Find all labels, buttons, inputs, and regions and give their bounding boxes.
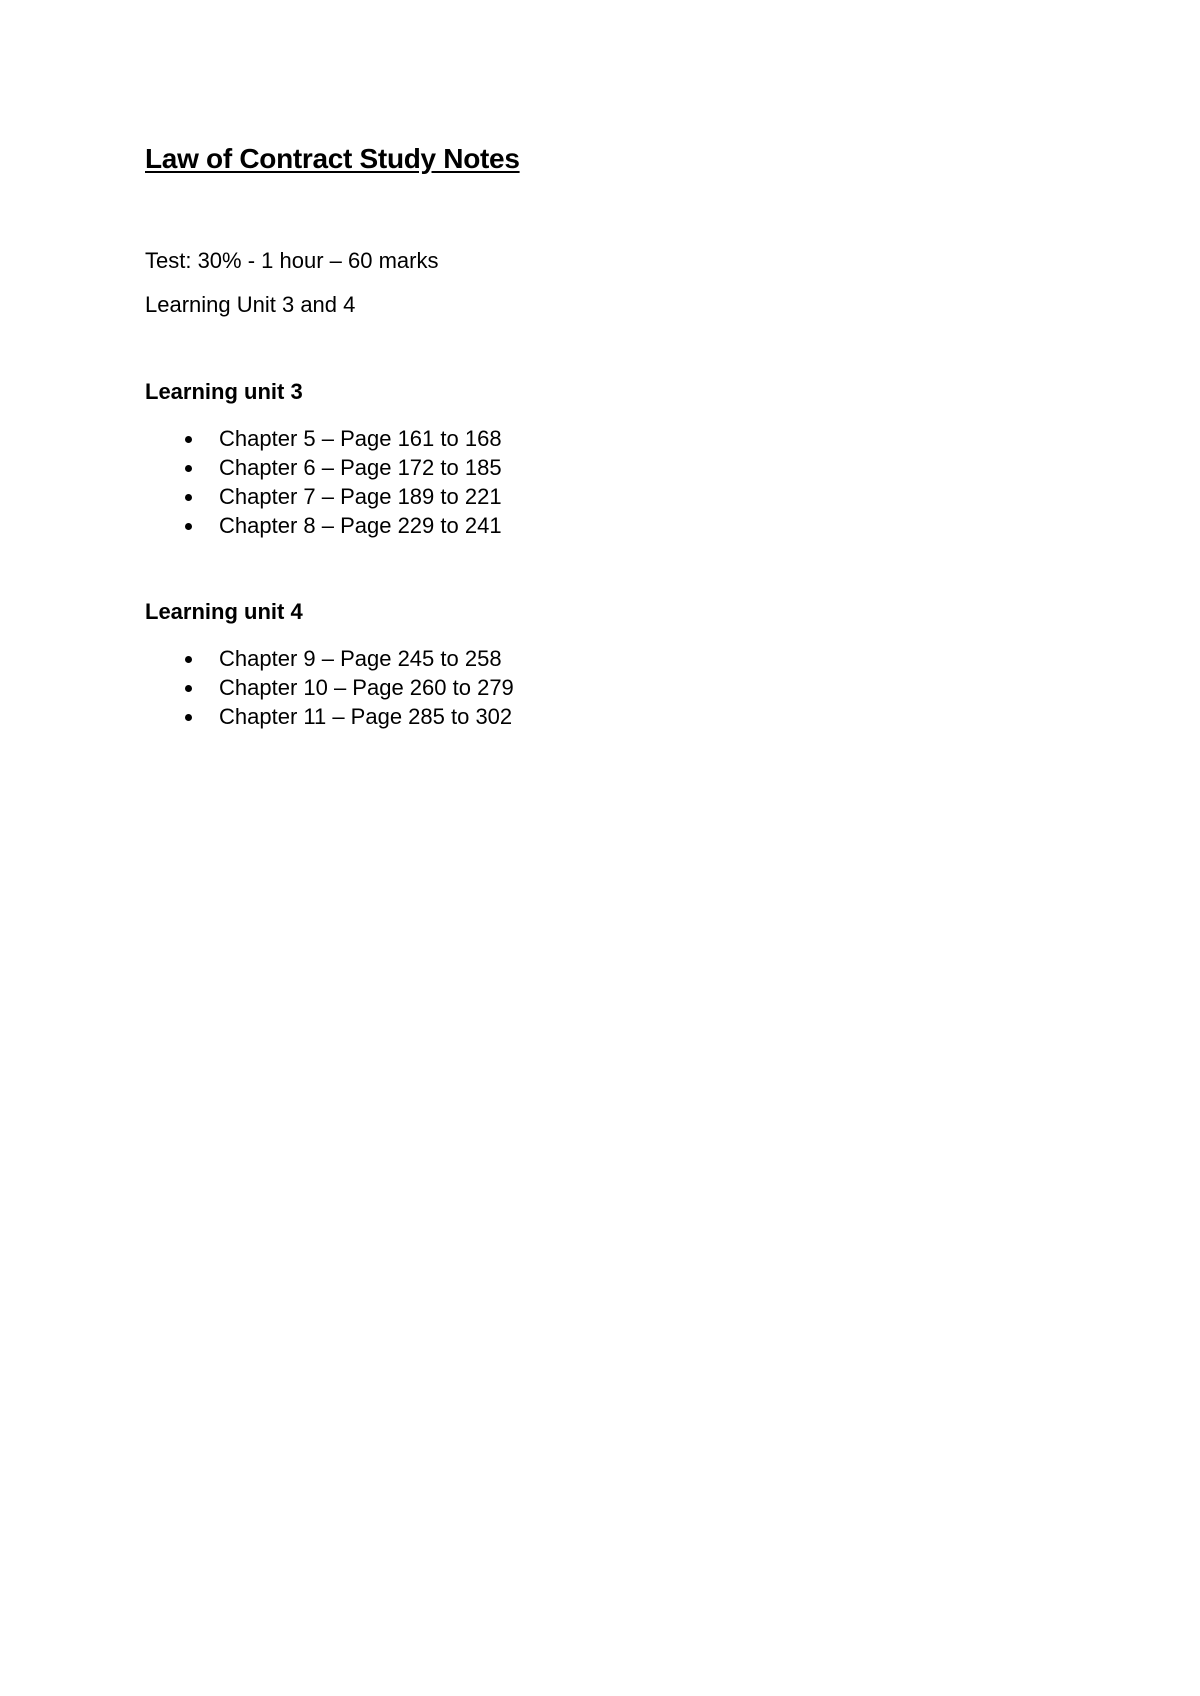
list-item-text: Chapter 8 – Page 229 to 241 xyxy=(219,513,502,538)
list-item-text: Chapter 10 – Page 260 to 279 xyxy=(219,675,514,700)
list-item-text: Chapter 7 – Page 189 to 221 xyxy=(219,484,502,509)
bullet-icon xyxy=(185,465,192,472)
bullet-icon xyxy=(185,714,192,721)
bullet-icon xyxy=(185,656,192,663)
list-item-text: Chapter 11 – Page 285 to 302 xyxy=(219,704,513,729)
page-title: Law of Contract Study Notes xyxy=(145,143,520,174)
bullet-icon xyxy=(185,685,192,692)
section-heading-unit-4: Learning unit 4 xyxy=(145,599,303,624)
list-item-text: Chapter 9 – Page 245 to 258 xyxy=(219,646,502,671)
list-item-text: Chapter 5 – Page 161 to 168 xyxy=(219,426,502,451)
list-item-text: Chapter 6 – Page 172 to 185 xyxy=(219,455,502,480)
section-heading-unit-3: Learning unit 3 xyxy=(145,379,303,404)
bullet-icon xyxy=(185,494,192,501)
bullet-icon xyxy=(185,523,192,530)
units-covered: Learning Unit 3 and 4 xyxy=(145,292,356,317)
test-info: Test: 30% - 1 hour – 60 marks xyxy=(145,248,439,273)
bullet-icon xyxy=(185,436,192,443)
